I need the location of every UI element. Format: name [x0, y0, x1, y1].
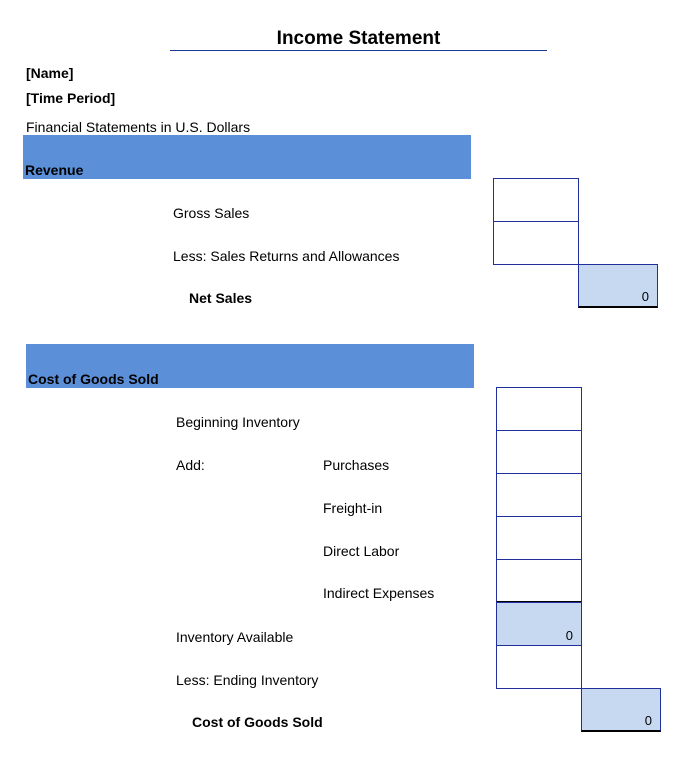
ending-inventory-label: Less: Ending Inventory	[176, 672, 319, 688]
revenue-section-band	[23, 135, 471, 179]
page-title: Income Statement	[170, 28, 547, 51]
sales-returns-input[interactable]	[493, 221, 579, 265]
time-period: [Time Period]	[26, 90, 116, 106]
indirect-expenses-input[interactable]	[496, 559, 582, 603]
cogs-section-band	[26, 344, 474, 388]
beginning-inventory-input[interactable]	[496, 387, 582, 431]
cogs-total-value: 0	[644, 713, 652, 728]
direct-labor-input[interactable]	[496, 516, 582, 560]
gross-sales-input[interactable]	[493, 178, 579, 222]
cogs-total-cell[interactable]	[581, 688, 661, 732]
freight-in-input[interactable]	[496, 473, 582, 517]
inventory-available-cell[interactable]	[496, 602, 582, 646]
cogs-total-label: Cost of Goods Sold	[192, 714, 323, 730]
ending-inventory-input[interactable]	[496, 645, 582, 689]
freight-in-label: Freight-in	[323, 500, 383, 516]
purchases-input[interactable]	[496, 430, 582, 474]
cogs-section-label: Cost of Goods Sold	[28, 371, 159, 387]
indirect-expenses-label: Indirect Expenses	[323, 585, 435, 601]
revenue-section-label: Revenue	[25, 162, 84, 178]
add-label: Add:	[176, 457, 205, 473]
currency-note: Financial Statements in U.S. Dollars	[26, 119, 251, 135]
net-sales-cell[interactable]	[578, 264, 658, 308]
gross-sales-label: Gross Sales	[173, 205, 250, 221]
direct-labor-label: Direct Labor	[323, 543, 400, 559]
company-name: [Name]	[26, 65, 74, 81]
beginning-inventory-label: Beginning Inventory	[176, 414, 300, 430]
sales-returns-label: Less: Sales Returns and Allowances	[173, 248, 400, 264]
inventory-available-label: Inventory Available	[176, 629, 294, 645]
net-sales-label: Net Sales	[189, 290, 253, 306]
inventory-available-value: 0	[565, 628, 573, 643]
net-sales-value: 0	[641, 289, 649, 304]
purchases-label: Purchases	[323, 457, 390, 473]
